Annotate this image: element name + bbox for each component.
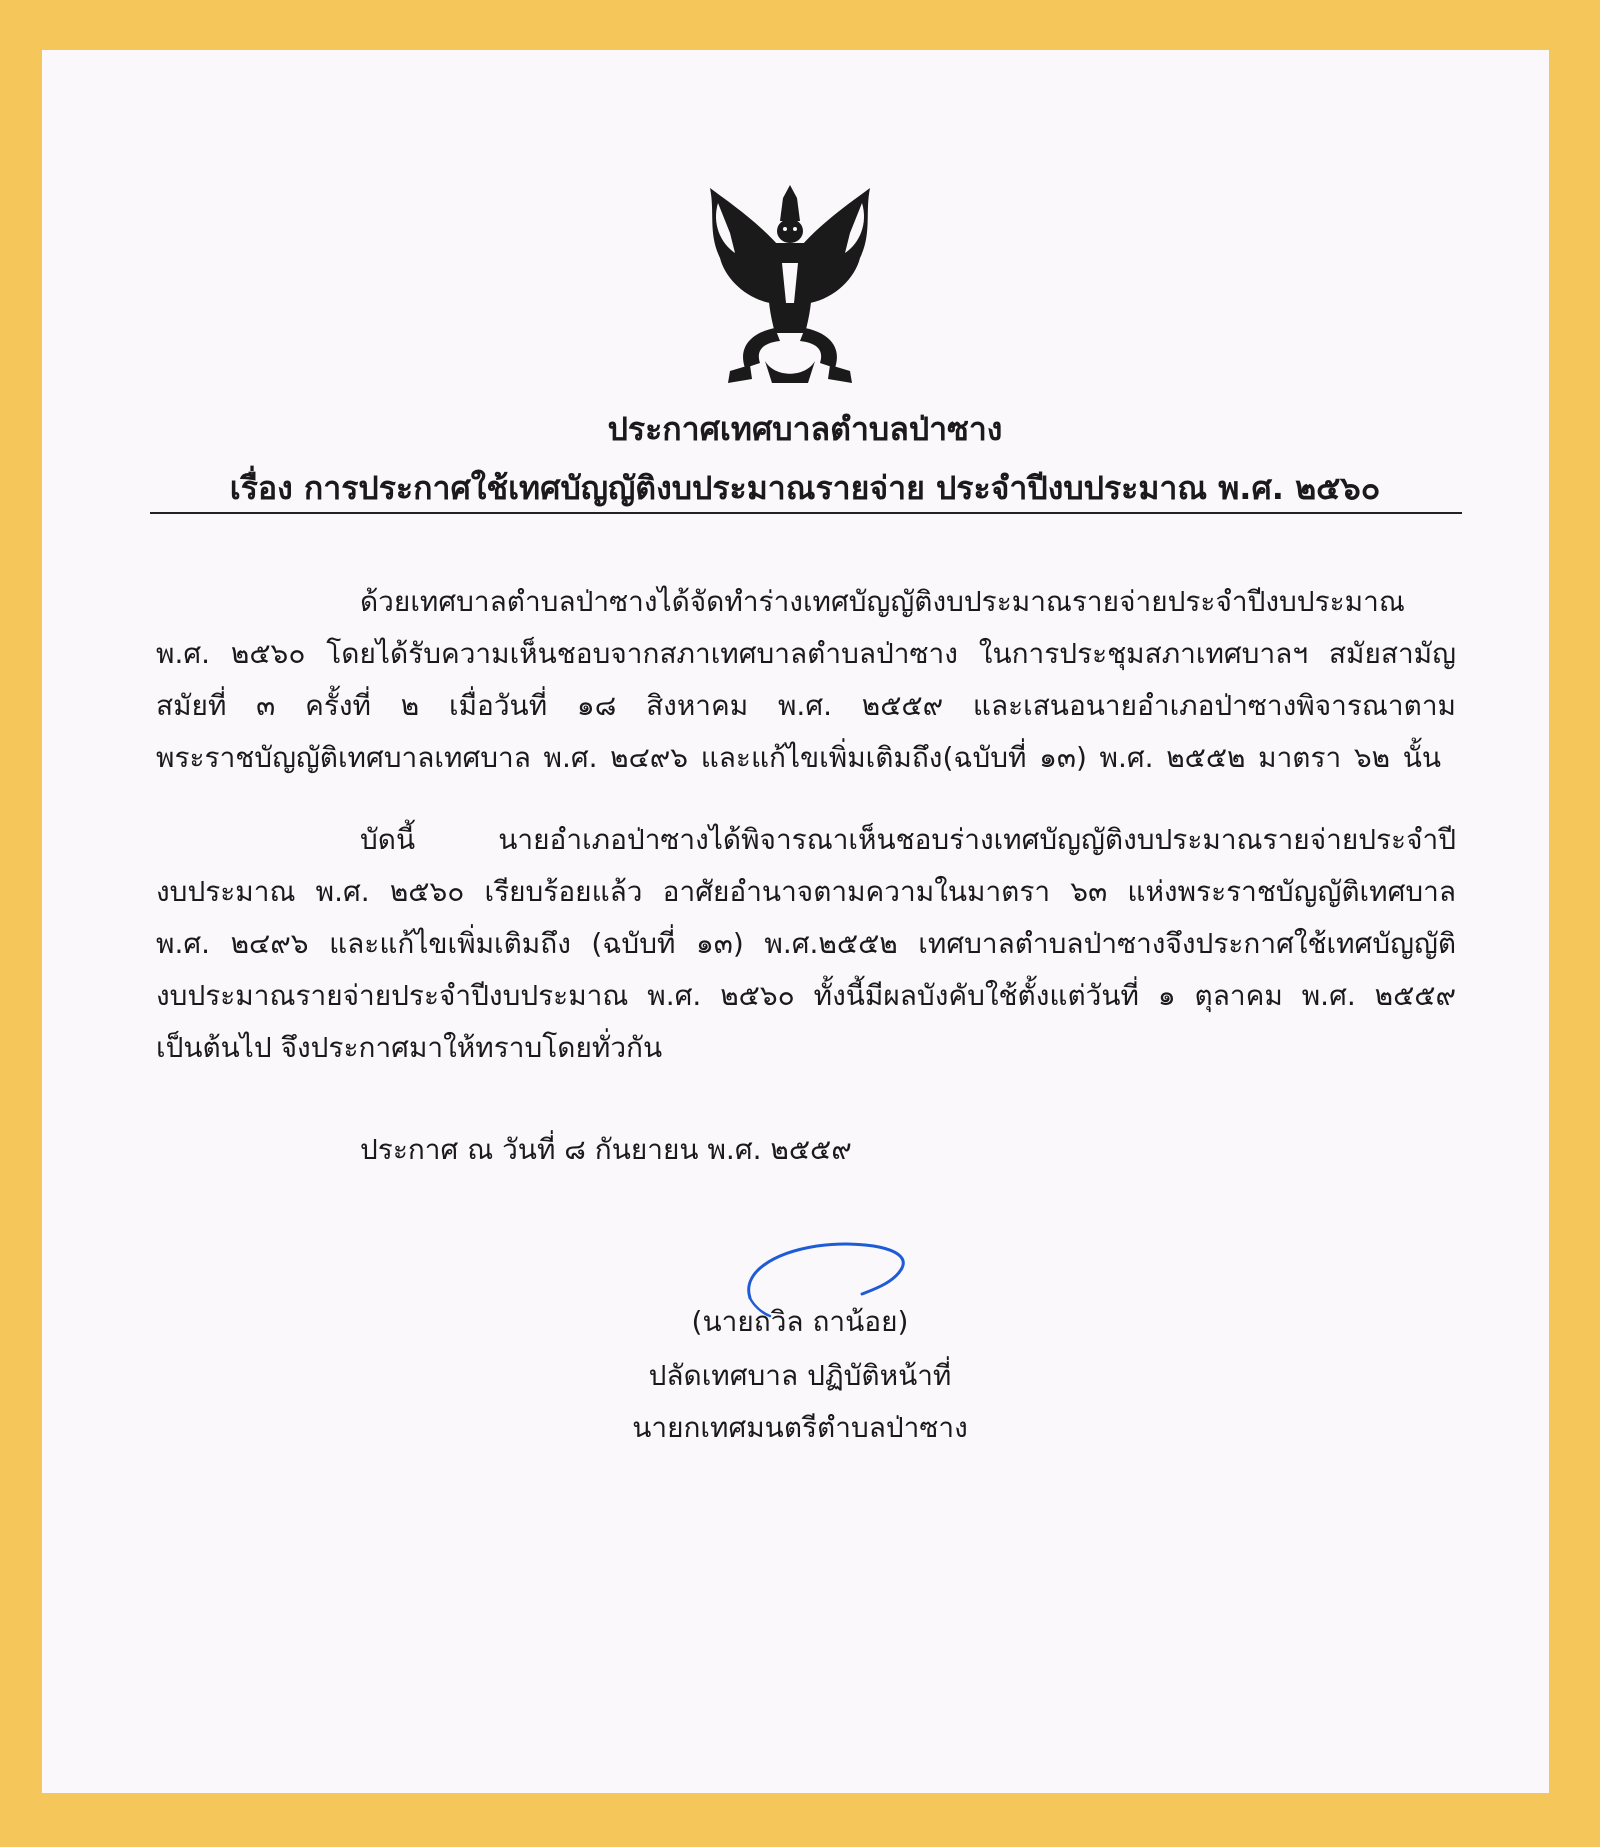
paragraph-2-line: เป็นต้นไป จึงประกาศมาให้ทราบโดยทั่วกัน bbox=[156, 1031, 663, 1064]
announcement-date: ประกาศ ณ วันที่ ๘ กันยายน พ.ศ. ๒๕๕๙ bbox=[360, 1133, 852, 1166]
announcement-subject: เรื่อง การประกาศใช้เทศบัญญัติงบประมาณรายจ่าย ประจำปีงบประมาณ พ.ศ. ๒๕๖๐ bbox=[229, 469, 1381, 507]
announcement-title: ประกาศเทศบาลตำบลป่าซาง bbox=[607, 410, 1003, 448]
heading-divider bbox=[150, 512, 1462, 514]
paragraph-1-line: สมัยที่ ๓ ครั้งที่ ๒ เมื่อวันที่ ๑๘ สิงหาคม พ.ศ. ๒๕๕๙ และเสนอนายอำเภอป่าซางพิจารณาตาม bbox=[156, 689, 1456, 722]
signatory-title: นายกเทศมนตรีตำบลป่าซาง bbox=[632, 1411, 968, 1444]
paragraph-2-line: งบประมาณรายจ่ายประจำปีงบประมาณ พ.ศ. ๒๕๖๐ ทั้งนี้มีผลบังคับใช้ตั้งแต่วันที่ ๑ ตุลาคม พ.ศ. ๒๕๕๙ bbox=[156, 979, 1456, 1012]
paragraph-2-line: งบประมาณ พ.ศ. ๒๕๖๐ เรียบร้อยแล้ว อาศัยอำนาจตามความในมาตรา ๖๓ แห่งพระราชบัญญัติเทศบาล bbox=[156, 875, 1456, 908]
paragraph-1-line: ด้วยเทศบาลตำบลป่าซางได้จัดทำร่างเทศบัญญัติงบประมาณรายจ่ายประจำปีงบประมาณ bbox=[360, 585, 1405, 618]
garuda-emblem-icon bbox=[690, 183, 890, 388]
signatory-position: ปลัดเทศบาล ปฏิบัติหน้าที่ bbox=[648, 1359, 952, 1392]
paragraph-2-line: บัดนี้ นายอำเภอป่าซางได้พิจารณาเห็นชอบร่างเทศบัญญัติงบประมาณรายจ่ายประจำปี bbox=[360, 823, 1456, 856]
paragraph-1-line: พระราชบัญญัติเทศบาลเทศบาล พ.ศ. ๒๔๙๖ และแก้ไขเพิ่มเติมถึง(ฉบับที่ ๑๓) พ.ศ. ๒๕๕๒ มาตรา ๖๒ นั้น bbox=[156, 741, 1441, 774]
paragraph-1-line: พ.ศ. ๒๕๖๐ โดยได้รับความเห็นชอบจากสภาเทศบาลตำบลป่าซาง ในการประชุมสภาเทศบาลฯ สมัยสามัญ bbox=[156, 637, 1456, 670]
signatory-name: (นายถวิล ถาน้อย) bbox=[691, 1305, 909, 1338]
paragraph-2-line: พ.ศ. ๒๔๙๖ และแก้ไขเพิ่มเติมถึง (ฉบับที่ ๑๓) พ.ศ.๒๕๕๒ เทศบาลตำบลป่าซางจึงประกาศใช้เทศบัญญัติ bbox=[156, 927, 1456, 960]
